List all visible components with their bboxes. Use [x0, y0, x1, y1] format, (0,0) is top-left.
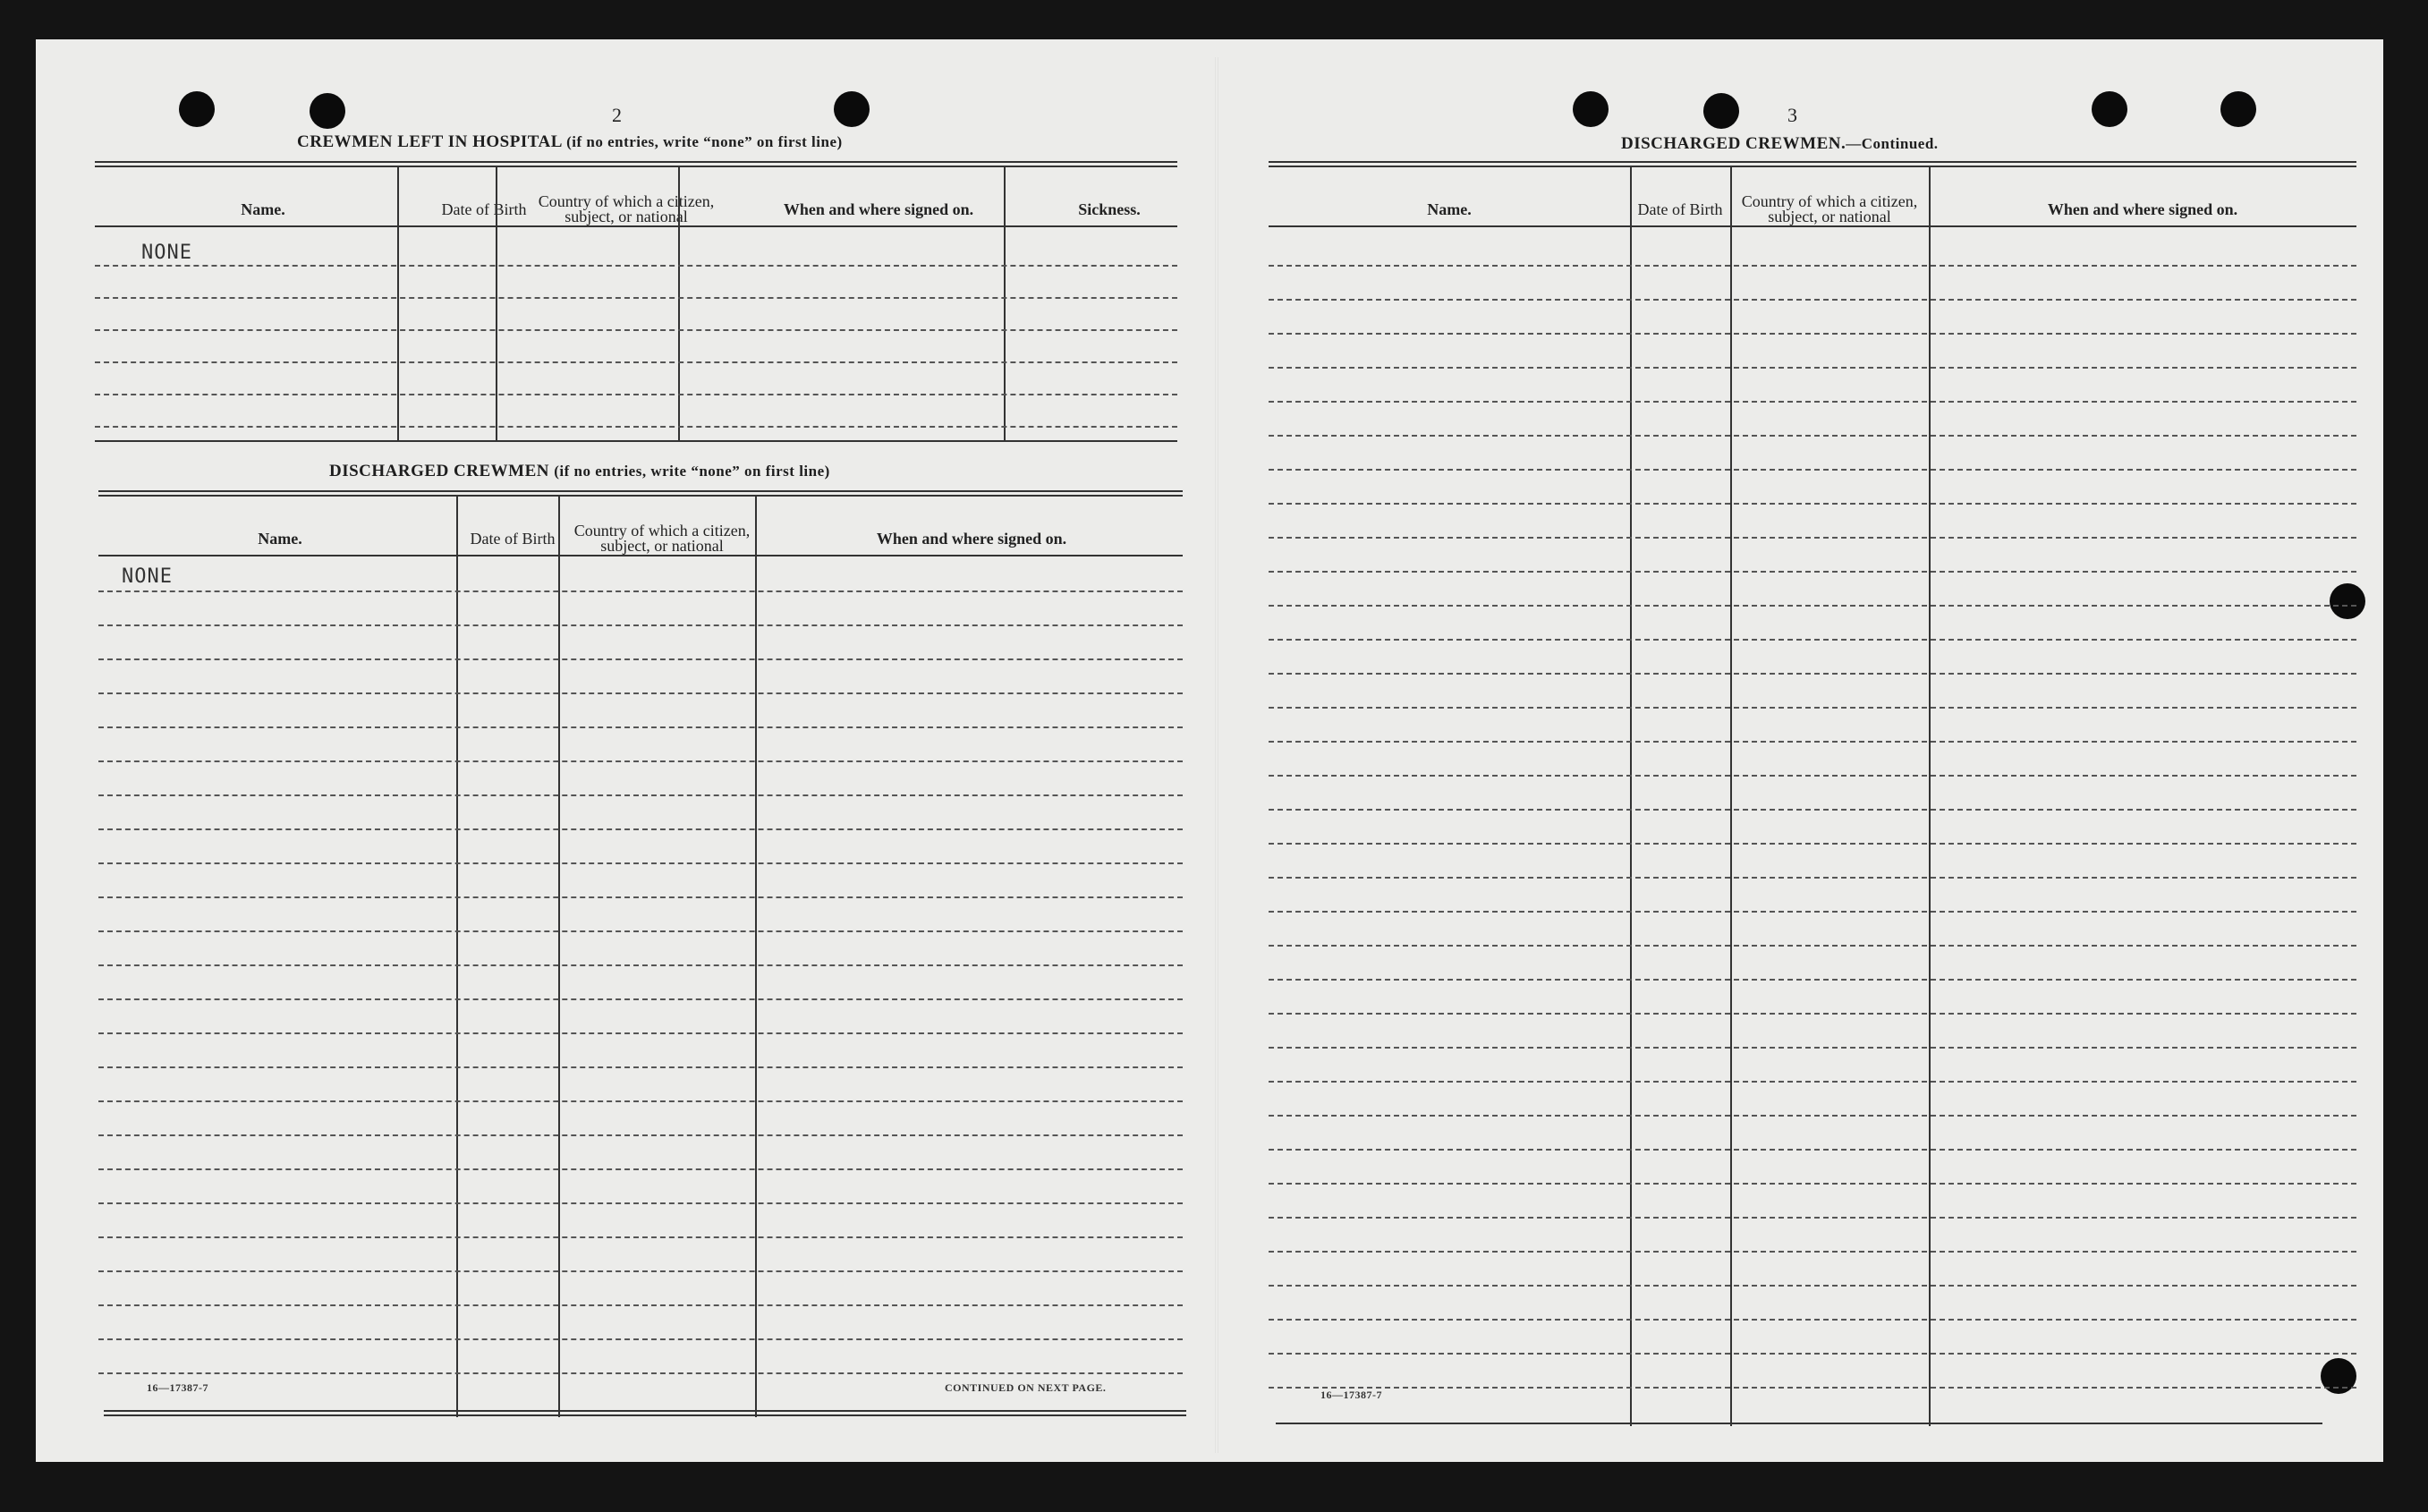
- right-header-dob: Date of Birth: [1637, 200, 1723, 218]
- right-row-line: [1269, 1387, 2356, 1389]
- hospital-row-line: [95, 394, 1177, 395]
- discharged-row-line: [98, 930, 1183, 932]
- right-row-line: [1269, 299, 2356, 301]
- punch-hole: [2330, 583, 2365, 619]
- right-row-line: [1269, 707, 2356, 709]
- right-row-line: [1269, 265, 2356, 267]
- right-row-line: [1269, 1353, 2356, 1355]
- right-row-line: [1269, 333, 2356, 335]
- right-header-country: Country of which a citizen, subject, or national: [1741, 192, 1918, 225]
- hospital-header-rule: [95, 225, 1177, 227]
- hospital-first-entry: NONE: [141, 242, 192, 264]
- discharged-row-line: [98, 760, 1183, 762]
- discharged-row-line: [98, 658, 1183, 660]
- discharged-row-line: [98, 1304, 1183, 1306]
- discharged-row-line: [98, 896, 1183, 898]
- hospital-col-divider: [1004, 166, 1006, 440]
- hospital-row-line: [95, 297, 1177, 299]
- hospital-instruction: (if no entries, write “none” on first line): [566, 133, 843, 150]
- discharged-row-line: [98, 862, 1183, 864]
- right-row-line: [1269, 741, 2356, 743]
- discharged-row-line: [98, 1066, 1183, 1068]
- discharged-row-line: [98, 998, 1183, 1000]
- right-row-line: [1269, 1251, 2356, 1253]
- discharged-header-dob: Date of Birth: [470, 529, 556, 548]
- page-number-right: 3: [1787, 104, 1797, 126]
- discharged-row-line: [98, 964, 1183, 966]
- discharged-row-line: [98, 1338, 1183, 1340]
- discharged-row-line: [98, 1100, 1183, 1102]
- discharged-row-line: [98, 1032, 1183, 1034]
- right-row-line: [1269, 775, 2356, 777]
- hospital-col-divider: [496, 166, 497, 440]
- right-header-name: Name.: [1427, 200, 1472, 218]
- right-row-line: [1269, 469, 2356, 471]
- hospital-bottom-rule: [95, 440, 1177, 442]
- right-row-line: [1269, 435, 2356, 437]
- right-row-line: [1269, 639, 2356, 641]
- discharged-row-line: [98, 1168, 1183, 1170]
- right-row-line: [1269, 673, 2356, 675]
- discharged-header-name: Name.: [258, 529, 302, 548]
- right-col-divider: [1730, 166, 1732, 1426]
- discharged-col-divider: [558, 496, 560, 1417]
- discharged-section-title: [329, 462, 830, 481]
- right-row-line: [1269, 1149, 2356, 1151]
- hospital-row-line: [95, 265, 1177, 267]
- discharged-first-entry: NONE: [122, 565, 173, 588]
- right-row-line: [1269, 605, 2356, 607]
- right-header-signed: When and where signed on.: [2047, 200, 2238, 218]
- hospital-header-name: Name.: [241, 200, 285, 218]
- hospital-row-line: [95, 329, 1177, 331]
- right-row-line: [1269, 503, 2356, 505]
- right-row-line: [1269, 843, 2356, 845]
- discharged-header-rule: [98, 555, 1183, 556]
- discharged-row-line: [98, 692, 1183, 694]
- right-row-line: [1269, 979, 2356, 981]
- right-row-line: [1269, 1013, 2356, 1015]
- punch-hole: [2321, 1358, 2356, 1394]
- discharged-row-line: [98, 1270, 1183, 1272]
- hospital-row-line: [95, 426, 1177, 428]
- right-col-divider: [1630, 166, 1632, 1426]
- right-row-line: [1269, 537, 2356, 539]
- discharged-row-line: [98, 726, 1183, 728]
- manifest-sheet: [36, 39, 2383, 1462]
- right-row-line: [1269, 1183, 2356, 1185]
- hospital-col-divider: [678, 166, 680, 440]
- right-row-line: [1269, 401, 2356, 403]
- discharged-row-line: [98, 1202, 1183, 1204]
- discharged-continued-title: [1621, 134, 1939, 154]
- page-fold: [1215, 57, 1218, 1453]
- punch-hole: [834, 91, 870, 127]
- discharged-bottom-rule: [104, 1410, 1186, 1416]
- page-number-left: 2: [612, 104, 622, 126]
- right-header-rule: [1269, 225, 2356, 227]
- right-row-line: [1269, 911, 2356, 913]
- punch-hole: [310, 93, 345, 129]
- right-row-line: [1269, 1047, 2356, 1049]
- hospital-col-divider: [397, 166, 399, 440]
- continued-note: CONTINUED ON NEXT PAGE.: [945, 1381, 1107, 1394]
- punch-hole: [179, 91, 215, 127]
- right-row-line: [1269, 367, 2356, 369]
- discharged-col-divider: [456, 496, 458, 1417]
- form-number-right: 16—17387-7: [1320, 1389, 1382, 1401]
- right-col-divider: [1929, 166, 1931, 1426]
- hospital-header-sickness: Sickness.: [1078, 200, 1141, 218]
- hospital-section-title: [297, 132, 843, 152]
- discharged-row-line: [98, 590, 1183, 592]
- hospital-header-country: Country of which a citizen, subject, or national: [538, 192, 715, 225]
- right-row-line: [1269, 809, 2356, 811]
- discharged-row-line: [98, 1372, 1183, 1374]
- discharged-instruction: (if no entries, write “none” on first line): [554, 463, 830, 480]
- discharged-continued-suffix: —Continued.: [1846, 135, 1939, 152]
- discharged-continued-label: DISCHARGED CREWMEN.: [1621, 134, 1846, 153]
- right-row-line: [1269, 1319, 2356, 1321]
- right-bottom-rule: [1276, 1423, 2322, 1424]
- hospital-row-line: [95, 361, 1177, 363]
- right-row-line: [1269, 1081, 2356, 1083]
- punch-hole: [1573, 91, 1609, 127]
- discharged-col-divider: [755, 496, 757, 1417]
- hospital-header-signed: When and where signed on.: [783, 200, 974, 218]
- right-row-line: [1269, 877, 2356, 879]
- discharged-row-line: [98, 1134, 1183, 1136]
- discharged-title: DISCHARGED CREWMEN: [329, 462, 549, 480]
- hospital-title: CREWMEN LEFT IN HOSPITAL: [297, 132, 562, 151]
- punch-hole: [2092, 91, 2127, 127]
- discharged-row-line: [98, 624, 1183, 626]
- right-row-line: [1269, 571, 2356, 573]
- right-row-line: [1269, 945, 2356, 947]
- right-row-line: [1269, 1115, 2356, 1117]
- hospital-header-dob: Date of Birth: [441, 200, 527, 218]
- discharged-row-line: [98, 1236, 1183, 1238]
- form-number-left: 16—17387-7: [147, 1381, 208, 1394]
- right-row-line: [1269, 1217, 2356, 1219]
- discharged-header-country: Country of which a citizen, subject, or national: [573, 522, 751, 555]
- discharged-row-line: [98, 828, 1183, 830]
- punch-hole: [2220, 91, 2256, 127]
- right-row-line: [1269, 1285, 2356, 1287]
- discharged-row-line: [98, 794, 1183, 796]
- discharged-header-signed: When and where signed on.: [876, 529, 1067, 548]
- punch-hole: [1703, 93, 1739, 129]
